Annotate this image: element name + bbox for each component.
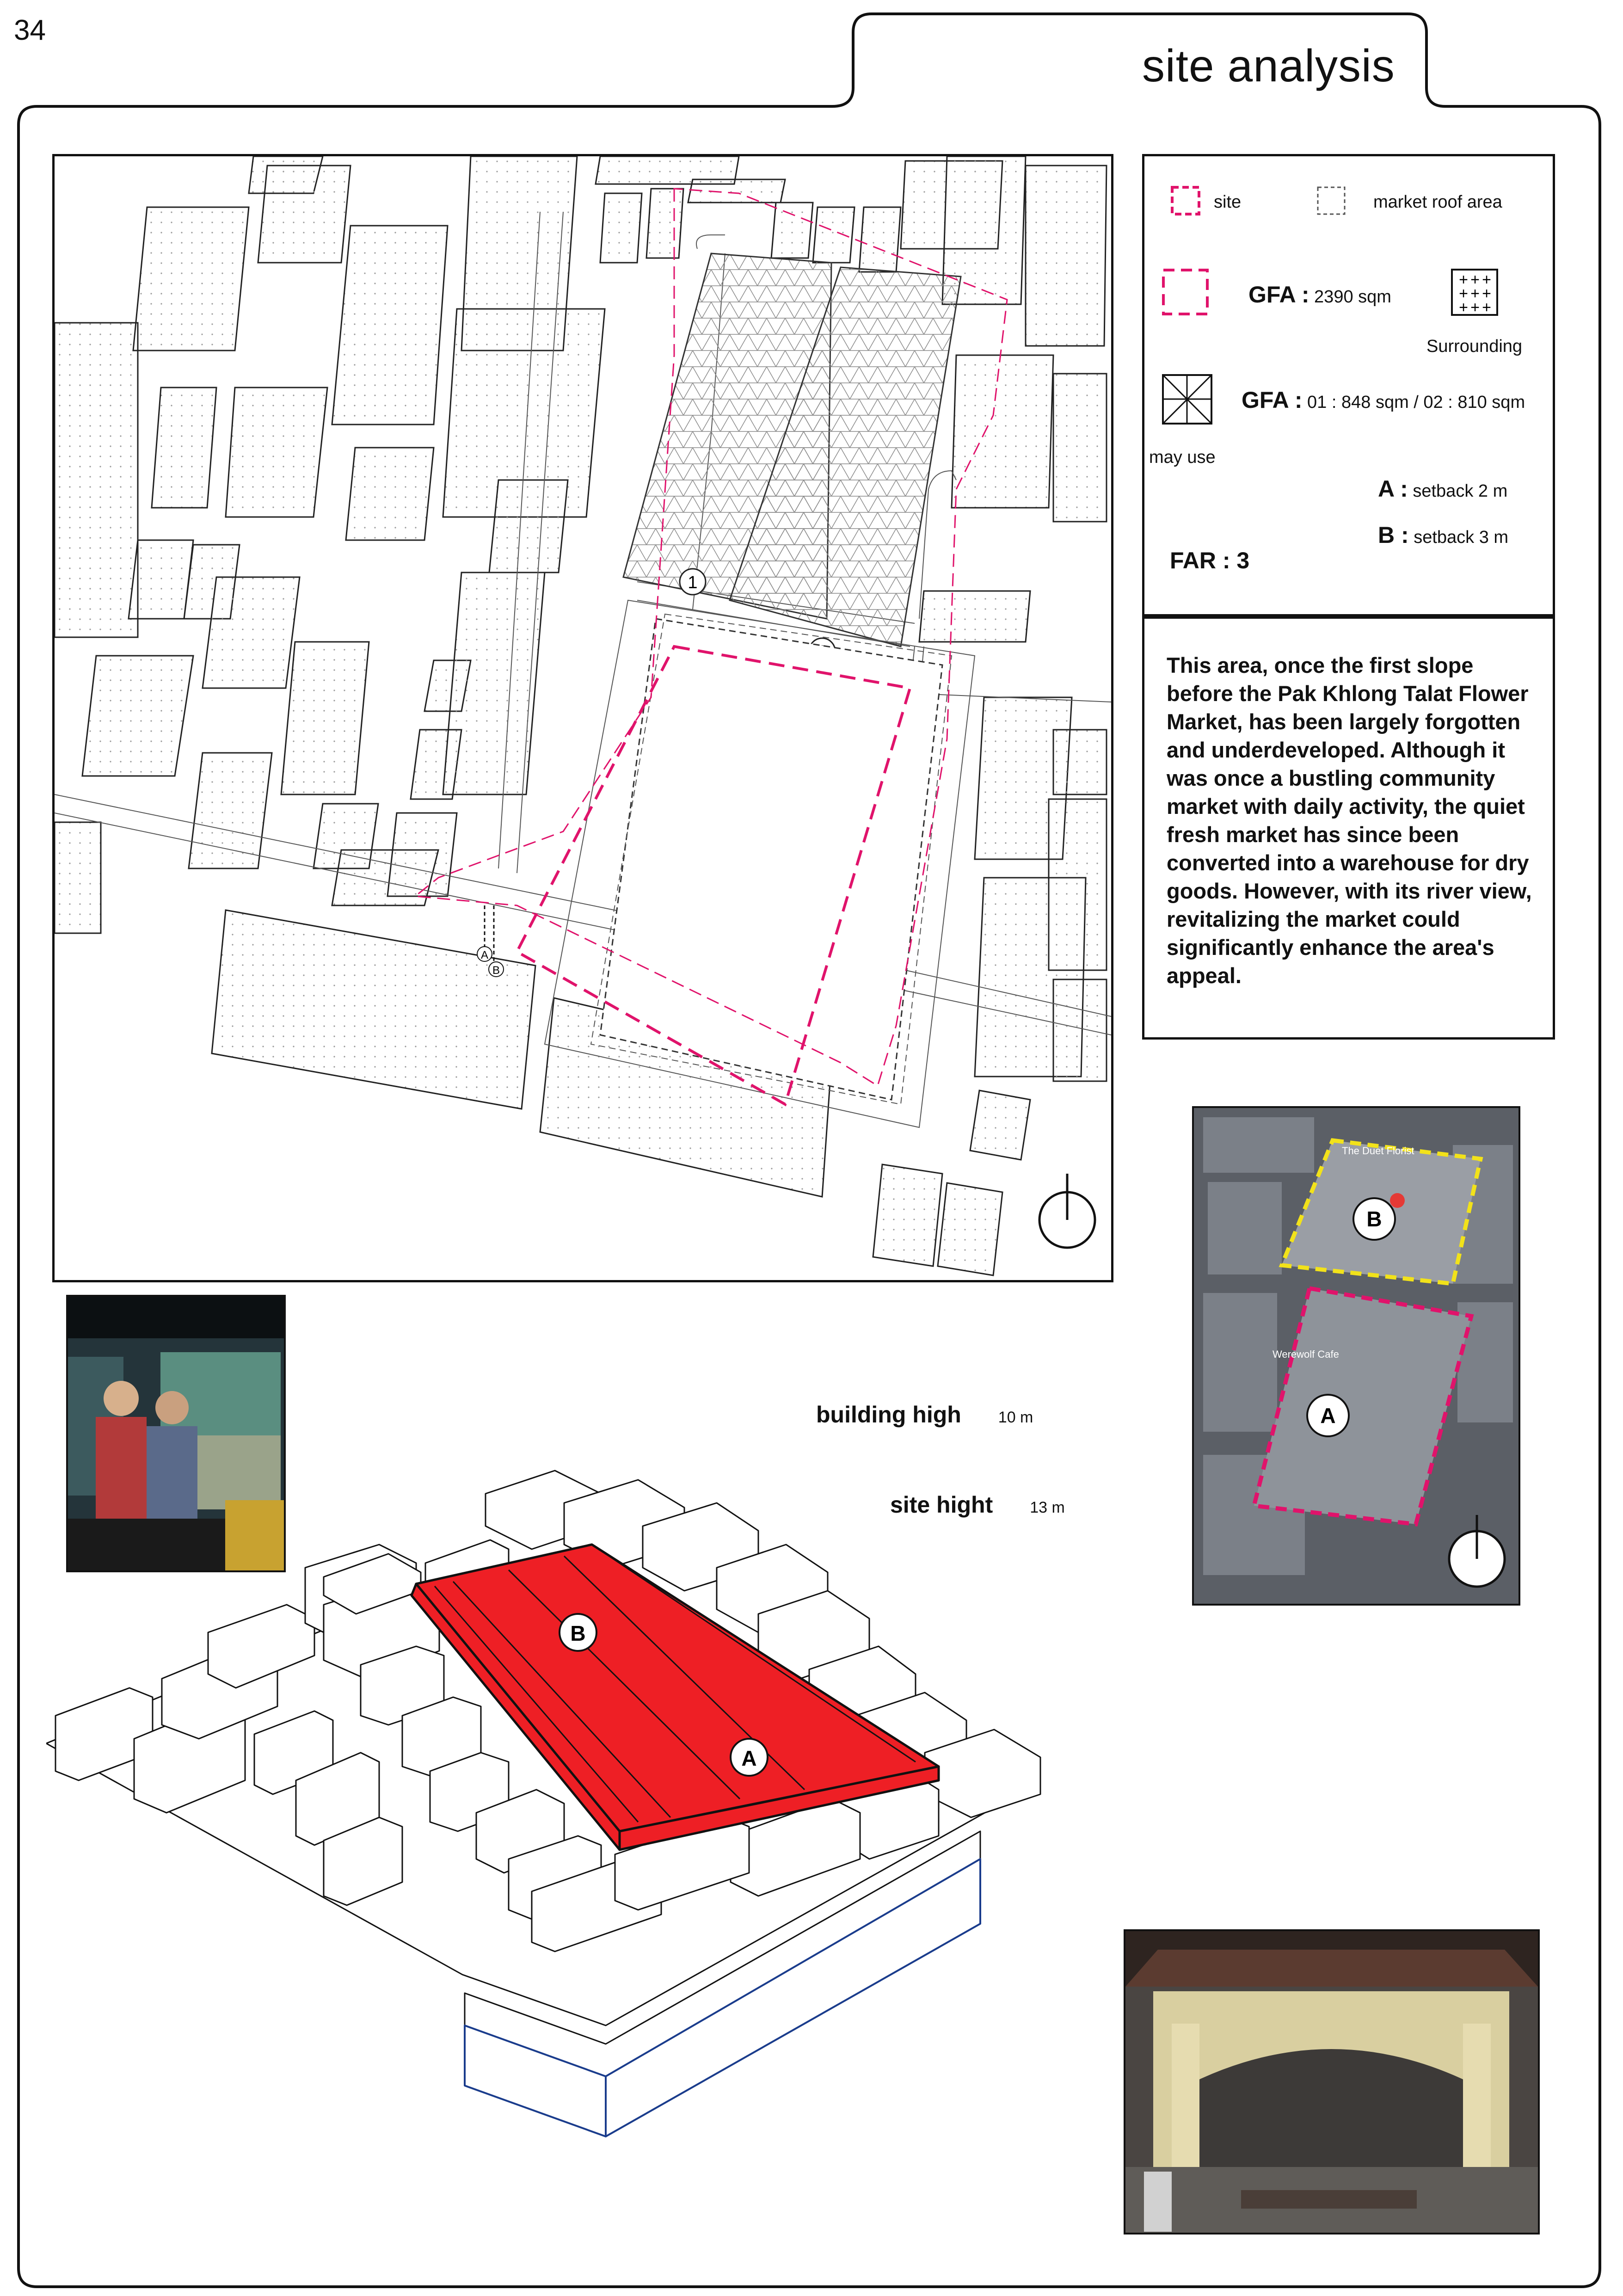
surrounding-grid-icon xyxy=(1450,267,1500,318)
aerial-label-b: B xyxy=(1366,1207,1382,1231)
gfa-roof-text: GFA : 01 : 848 sqm / 02 : 810 sqm xyxy=(1242,387,1525,413)
market-roof-swatch xyxy=(1316,185,1348,217)
far-text: FAR : 3 xyxy=(1170,548,1250,573)
iso-label-a: A xyxy=(741,1746,757,1770)
site-plan-drawing xyxy=(55,156,1111,1280)
aerial-place-2: Werewolf Cafe xyxy=(1273,1348,1339,1360)
site-plan-map xyxy=(52,154,1113,1282)
setback-b-text: B : setback 3 m xyxy=(1378,522,1509,548)
svg-text:+: + xyxy=(1459,299,1468,316)
gfa-site-text: GFA : 2390 sqm xyxy=(1248,282,1391,308)
site-hight-caption: site hight 13 m xyxy=(890,1492,1065,1518)
svg-text:+: + xyxy=(1482,285,1491,302)
aerial-label-a: A xyxy=(1320,1403,1336,1428)
iso-label-b: B xyxy=(570,1621,586,1645)
aerial-map-drawing xyxy=(1194,1108,1518,1604)
page-number: 34 xyxy=(14,14,46,46)
roof-label-1: 1 xyxy=(688,573,698,592)
site-legend-label: site xyxy=(1214,192,1242,212)
building-high-caption: building high 10 m xyxy=(816,1402,1033,1428)
site-legend-swatch xyxy=(1170,185,1202,217)
description-text: This area, once the first slope before the Pak Khlong Talat Flower Market, has been largely forgotten and underdeveloped. Although it was once a bustling community market with daily activity, the quiet fresh market has since been converted into a warehouse for dry goods. However, with its river view, revitalizing the market could significantly enhance the area's appeal. xyxy=(1167,653,1532,988)
market-roof-label: market roof area xyxy=(1373,192,1502,212)
svg-text:+: + xyxy=(1470,285,1480,302)
svg-text:+: + xyxy=(1470,271,1480,289)
svg-text:+: + xyxy=(1470,299,1480,316)
legend-panel xyxy=(1142,154,1555,616)
aerial-photo xyxy=(1192,1106,1520,1606)
roof-cross-icon xyxy=(1161,373,1214,426)
setback-b-marker: B xyxy=(492,964,500,977)
setback-a-text: A : setback 2 m xyxy=(1378,476,1508,502)
svg-text:+: + xyxy=(1482,271,1491,289)
svg-text:+: + xyxy=(1459,271,1468,289)
svg-text:+: + xyxy=(1459,285,1468,302)
gfa-site-swatch xyxy=(1161,267,1211,318)
surrounding-label: Surrounding xyxy=(1426,337,1523,356)
description-panel xyxy=(1142,616,1555,1040)
may-use-label: may use xyxy=(1149,448,1216,467)
location-pin-icon xyxy=(1390,1193,1405,1208)
market-gate-photo xyxy=(1124,1929,1540,2234)
north-arrow-icon xyxy=(1039,1174,1095,1248)
setback-a-marker: A xyxy=(480,949,489,961)
aerial-place-1: The Duet Florist xyxy=(1342,1145,1414,1157)
isometric-massing-model xyxy=(46,1457,1156,2150)
svg-text:+: + xyxy=(1482,299,1491,316)
page-title: site analysis xyxy=(1142,40,1395,91)
